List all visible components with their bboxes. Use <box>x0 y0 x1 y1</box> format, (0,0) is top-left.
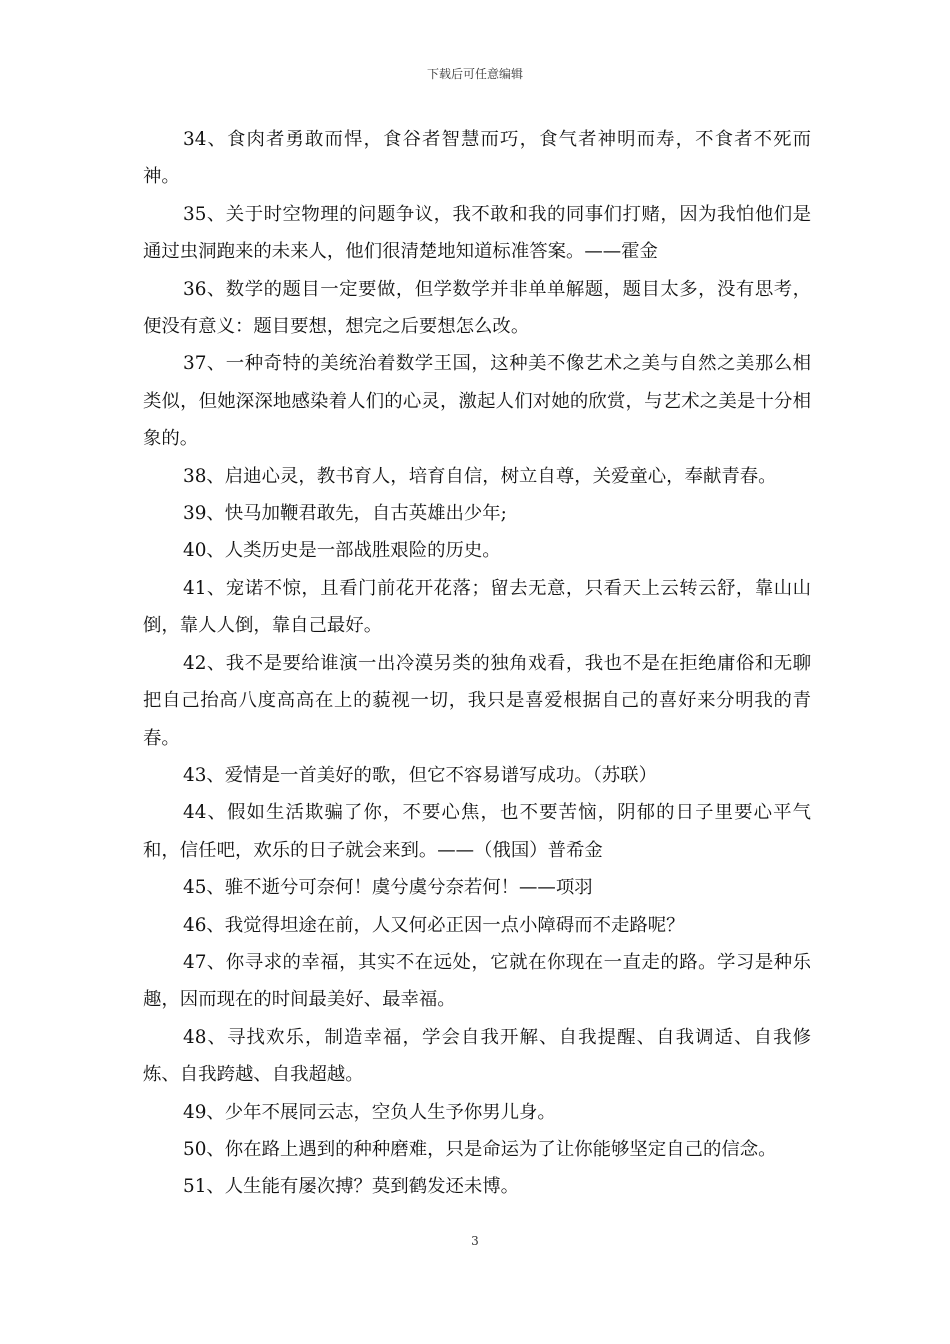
quote-paragraph-44: 44、假如生活欺骗了你，不要心焦，也不要苦恼，阴郁的日子里要心平气和，信任吧，欢乐的日子就会来到。——（俄国）普希金 <box>143 802 811 861</box>
quote-paragraph-42: 42、我不是要给谁演一出冷漠另类的独角戏看，我也不是在拒绝庸俗和无聊把自己抬高八度高高在上的藐视一切，我只是喜爱根据自己的喜好来分明我的青春。 <box>143 652 811 749</box>
quote-paragraph-46: 46、我觉得坦途在前，人又何必正因一点小障碍而不走路呢？ <box>183 914 685 936</box>
quote-paragraph-48: 48、寻找欢乐，制造幸福，学会自我开解、自我提醒、自我调适、自我修炼、自我跨越、自我超越。 <box>143 1026 811 1086</box>
quote-paragraph-47: 47、你寻求的幸福，其实不在远处，它就在你现在一直走的路。学习是种乐趣，因而现在的时间最美好、最幸福。 <box>143 951 811 1011</box>
document-body <box>143 121 811 1206</box>
quote-paragraph-37: 37、一种奇特的美统治着数学王国，这种美不像艺术之美与自然之美那么相类似，但她深深地感染着人们的心灵，激起人们对她的欣赏，与艺术之美是十分相象的。 <box>143 353 811 450</box>
quote-paragraph-41: 41、宠诺不惊，且看门前花开花落；留去无意，只看天上云转云舒，靠山山倒，靠人人倒，靠自己最好。 <box>143 577 811 637</box>
quote-paragraph-40: 40、人类历史是一部战胜艰险的历史。 <box>183 540 501 562</box>
quote-paragraph-38: 38、启迪心灵，教书育人，培育自信，树立自尊，关爱童心，奉献青春。 <box>183 465 777 487</box>
quote-paragraph-34: 34、食肉者勇敢而悍，食谷者智慧而巧，食气者神明而寿，不食者不死而神。 <box>143 129 811 188</box>
quote-paragraph-49: 49、少年不展同云志，空负人生予你男儿身。 <box>183 1101 556 1123</box>
page-header: 下载后可任意编辑 <box>426 67 523 81</box>
quote-paragraph-51: 51、人生能有屡次搏？莫到鹤发还未博。 <box>183 1176 520 1198</box>
quote-paragraph-36: 36、数学的题目一定要做，但学数学并非单单解题，题目太多，没有思考，便没有意义：题目要想，想完之后要想怎么改。 <box>143 278 811 338</box>
quote-paragraph-50: 50、你在路上遇到的种种磨难，只是命运为了让你能够坚定自己的信念。 <box>183 1138 777 1160</box>
page-number: 3 <box>471 1234 479 1248</box>
quote-paragraph-35: 35、关于时空物理的问题争议，我不敢和我的同事们打赌，因为我怕他们是通过虫洞跑来的未来人，他们很清楚地知道标准答案。——霍金 <box>143 203 811 263</box>
quote-paragraph-39: 39、快马加鞭君敢先，自古英雄出少年; <box>183 503 507 525</box>
quote-paragraph-43: 43、爱情是一首美好的歌，但它不容易谱写成功。（苏联） <box>183 764 657 786</box>
quote-paragraph-45: 45、骓不逝兮可奈何！虞兮虞兮奈若何！——项羽 <box>183 877 593 899</box>
